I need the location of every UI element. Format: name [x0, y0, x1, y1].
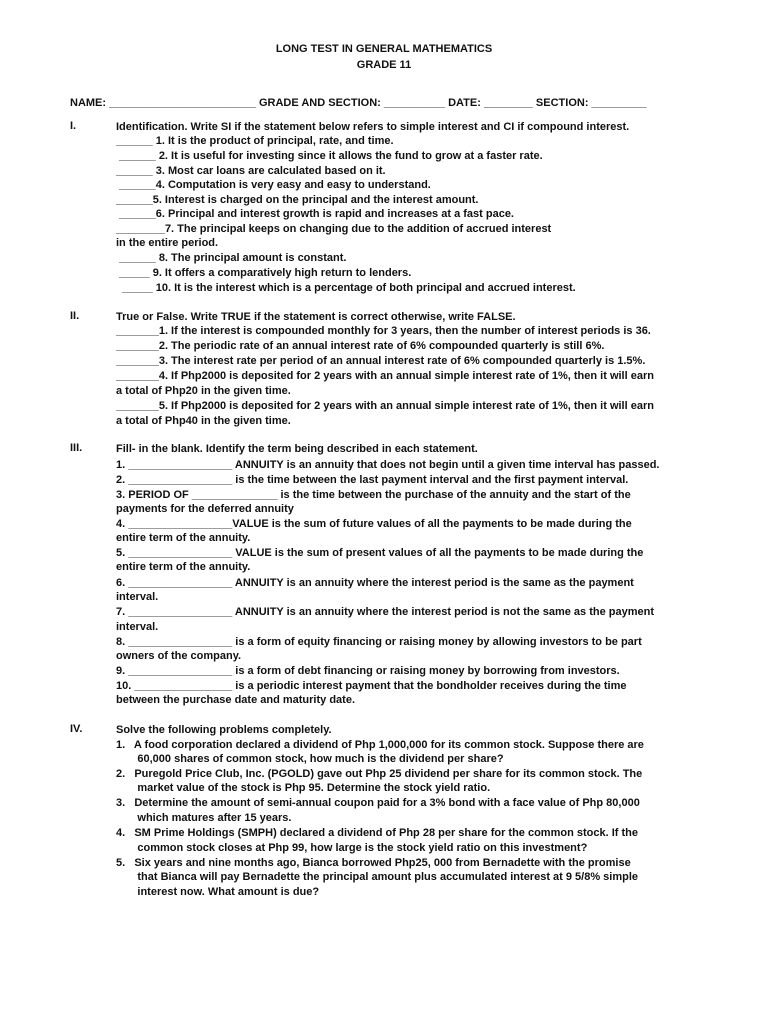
part3-item: interval.: [116, 591, 159, 603]
part4-item: 5. Six years and nine months ago, Bianca borrowed Php25, 000 from Bernadette with the promise: [116, 857, 631, 869]
part3-item: 9. _________________ is a form of debt financing or raising money by borrowing from investors.: [116, 665, 620, 677]
part1-item: ______4. Computation is very easy and easy to understand.: [116, 179, 431, 191]
part3-item: 5. _________________ VALUE is the sum of present values of all the payments to be made during the: [116, 547, 644, 559]
part2-item: _______4. If Php2000 is deposited for 2 years with an annual simple interest rate of 1%, then it will earn: [116, 370, 654, 382]
part4-item: 60,000 shares of common stock, how much is the dividend per share?: [116, 753, 504, 765]
part1-item: _____ 9. It offers a comparatively high return to lenders.: [116, 267, 412, 279]
part1-item: ______6. Principal and interest growth is rapid and increases at a fast pace.: [116, 208, 514, 220]
part2-item: a total of Php20 in the given time.: [116, 385, 291, 397]
part4-numeral: IV.: [70, 723, 83, 735]
part1-item: ______ 1. It is the product of principal, rate, and time.: [116, 135, 394, 147]
part3-item: entire term of the annuity.: [116, 532, 251, 544]
part2-item: a total of Php40 in the given time.: [116, 415, 291, 427]
part2-item: _______2. The periodic rate of an annual interest rate of 6% compounded quarterly is still 6%.: [116, 340, 605, 352]
part3-item: entire term of the annuity.: [116, 561, 251, 573]
part1-item: _____ 10. It is the interest which is a percentage of both principal and accrued interest.: [116, 282, 576, 294]
part3-item: 7. _________________ ANNUITY is an annuity where the interest period is not the same as the payment: [116, 606, 654, 618]
part3-item: payments for the deferred annuity: [116, 503, 294, 515]
part1-item: ________7. The principal keeps on changing due to the addition of accrued interest: [116, 223, 552, 235]
part3-item: 2. _________________ is the time between the last payment interval and the first payment interval.: [116, 474, 629, 486]
part4-item: market value of the stock is Php 95. Determine the stock yield ratio.: [116, 782, 491, 794]
part3-item: 8. _________________ is a form of equity financing or raising money by allowing investors to be part: [116, 636, 642, 648]
student-info-line: NAME: ________________________ GRADE AND SECTION: __________ DATE: ________ SECTION: _________: [70, 97, 647, 109]
part4-instruction: Solve the following problems completely.: [116, 724, 332, 736]
part4-item: 1. A food corporation declared a dividend of Php 1,000,000 for its common stock. Suppose there are: [116, 739, 644, 751]
part4-item: that Bianca will pay Bernadette the principal amount plus accumulated interest at 9 5/8% simple: [116, 871, 639, 883]
part1-item: ______5. Interest is charged on the principal and the interest amount.: [116, 194, 479, 206]
part4-item: 2. Puregold Price Club, Inc. (PGOLD) gave out Php 25 dividend per share for its common stock. The: [116, 768, 643, 780]
part3-item: 4. _________________VALUE is the sum of future values of all the payments to be made during the: [116, 518, 632, 530]
part2-item: _______5. If Php2000 is deposited for 2 years with an annual simple interest rate of 1%, then it will earn: [116, 400, 654, 412]
part2-numeral: II.: [70, 310, 80, 322]
part4-item: interest now. What amount is due?: [116, 886, 320, 898]
part1-instruction: Identification. Write SI if the statement below refers to simple interest and CI if compound interest.: [116, 121, 630, 133]
part1-item: ______ 8. The principal amount is constant.: [116, 252, 347, 264]
part2-instruction: True or False. Write TRUE if the statement is correct otherwise, write FALSE.: [116, 311, 516, 323]
part3-item: 10. ________________ is a periodic interest payment that the bondholder receives during the time: [116, 680, 627, 692]
part4-item: 3. Determine the amount of semi-annual coupon paid for a 3% bond with a face value of Php 80,000: [116, 797, 640, 809]
part3-item: owners of the company.: [116, 650, 242, 662]
part2-item: _______1. If the interest is compounded monthly for 3 years, then the number of interest periods is 36.: [116, 325, 651, 337]
part1-item: ______ 2. It is useful for investing since it allows the fund to grow at a faster rate.: [116, 150, 543, 162]
document-title: LONG TEST IN GENERAL MATHEMATICS: [275, 43, 493, 55]
part3-instruction: Fill- in the blank. Identify the term being described in each statement.: [116, 443, 478, 455]
part4-item: which matures after 15 years.: [116, 812, 292, 824]
document-subtitle: GRADE 11: [356, 59, 412, 71]
part3-item: 1. _________________ ANNUITY is an annuity that does not begin until a given time interval has passed.: [116, 459, 660, 471]
part3-numeral: III.: [70, 442, 83, 454]
part3-item: 3. PERIOD OF ______________ is the time between the purchase of the annuity and the start of the: [116, 489, 631, 501]
part4-item: 4. SM Prime Holdings (SMPH) declared a dividend of Php 28 per share for the common stock. If the: [116, 827, 638, 839]
part4-item: common stock closes at Php 99, how large is the stock yield ratio on this investment?: [116, 842, 588, 854]
part2-item: _______3. The interest rate per period of an annual interest rate of 6% compounded quarterly is 1.5%.: [116, 355, 646, 367]
part3-item: 6. _________________ ANNUITY is an annuity where the interest period is the same as the payment: [116, 577, 634, 589]
part1-item: ______ 3. Most car loans are calculated based on it.: [116, 165, 386, 177]
part3-item: between the purchase date and maturity date.: [116, 694, 356, 706]
part1-numeral: I.: [70, 120, 77, 132]
part1-item: in the entire period.: [116, 237, 219, 249]
part3-item: interval.: [116, 621, 159, 633]
